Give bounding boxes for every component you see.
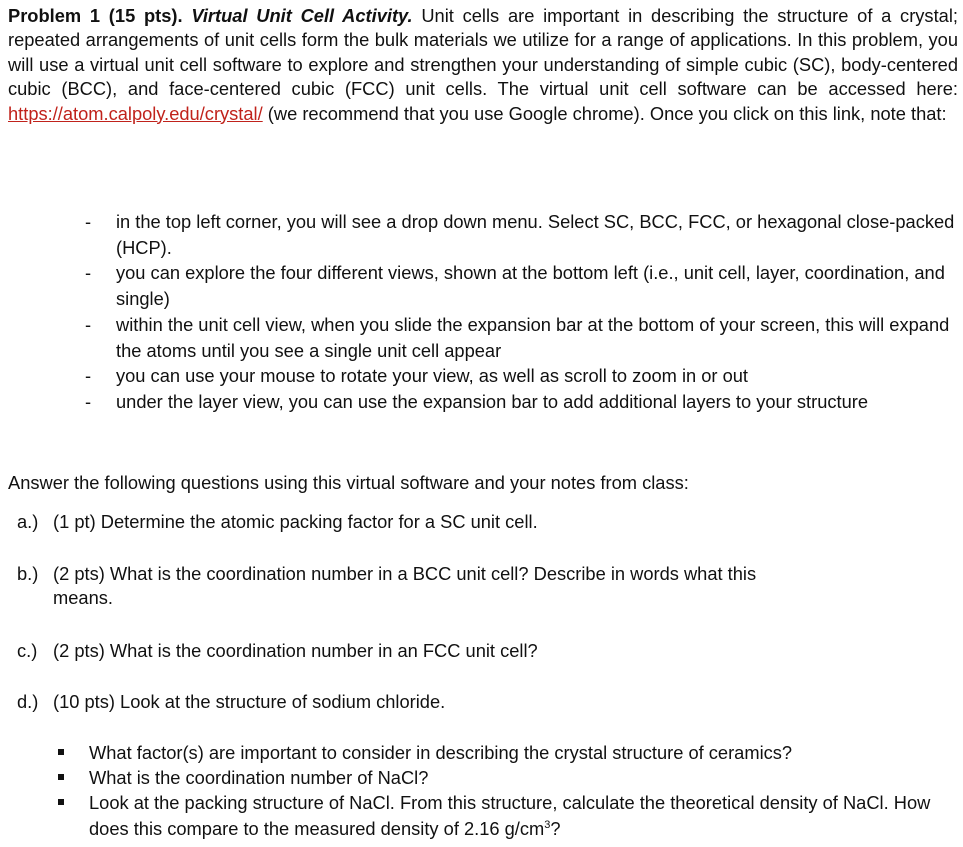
question-text: (10 pts) Look at the structure of sodium chloride.	[53, 691, 446, 712]
dash-marker: -	[85, 313, 92, 335]
question-d	[17, 690, 947, 714]
question-label: b.)	[17, 563, 39, 584]
question-label: a.)	[17, 511, 39, 532]
question-b	[17, 562, 947, 611]
dash-marker: -	[85, 262, 92, 284]
bullet-marker	[58, 774, 64, 780]
list-item	[8, 363, 958, 389]
dash-marker: -	[85, 390, 92, 412]
list-item	[8, 312, 958, 363]
question-mark: ?	[550, 817, 561, 839]
question-a	[17, 510, 947, 534]
list-item	[8, 209, 958, 260]
intro-text-2: (we recommend that you use Google chrome). Once you click on this link, note that:	[267, 102, 947, 124]
list-item	[50, 740, 950, 765]
question-c	[17, 639, 947, 663]
note-text: under the layer view, you can use the expansion bar to add additional layers to your structure	[116, 390, 869, 412]
subquestion-text: Look at the packing structure of NaCl. From this structure, calculate the theoretical density of NaCl. How does this compare to the measured density of 2.16 g/cm	[89, 792, 931, 839]
question-label: c.)	[17, 640, 38, 661]
problem-title: Virtual Unit Cell Activity.	[191, 5, 413, 26]
note-text: you can explore the four different views, shown at the bottom left (i.e., unit cell, layer, coordination, and single)	[116, 262, 945, 310]
question-text: (1 pt) Determine the atomic packing factor for a SC unit cell.	[53, 511, 538, 532]
question-text: (2 pts) What is the coordination number in an FCC unit cell?	[53, 640, 538, 661]
intro-text: Unit cells are important in describing the structure of a crystal; repeated arrangements of unit cells form the bulk materials we utilize for a range of applications. In this problem, you will use a virtual unit cell software to explore and strengthen your understanding of simple cubic (SC), body-centered cubic (BCC), and face-centered cubic (FCC) unit cells. The virtual unit cell software can be accessed here:	[8, 5, 958, 100]
nacl-subquestions	[50, 740, 950, 841]
subquestion-text: What factor(s) are important to consider in describing the crystal structure of ceramics?	[89, 742, 793, 763]
note-text: within the unit cell view, when you slide the expansion bar at the bottom of your screen, this will expand the atoms until you see a single unit cell appear	[116, 313, 950, 361]
notes-list	[8, 209, 958, 415]
software-link[interactable]: https://atom.calpoly.edu/crystal/	[8, 102, 263, 124]
question-label: d.)	[17, 691, 39, 712]
note-text: you can use your mouse to rotate your view, as well as scroll to zoom in or out	[116, 365, 749, 387]
bullet-marker	[58, 749, 64, 755]
dash-marker: -	[85, 211, 92, 232]
list-item	[8, 389, 958, 415]
bullet-marker	[58, 799, 64, 805]
list-item	[50, 790, 950, 840]
question-text-cont: means.	[53, 587, 113, 609]
note-text: in the top left corner, you will see a drop down menu. Select SC, BCC, FCC, or hexagonal close-packed (HCP).	[116, 211, 955, 258]
problem-heading: Problem 1 (15 pts).	[8, 5, 183, 26]
list-item	[8, 260, 958, 311]
dash-marker: -	[85, 365, 92, 387]
exponent: 3	[544, 818, 551, 831]
subquestion-text: What is the coordination number of NaCl?	[89, 767, 429, 789]
list-item	[50, 765, 950, 790]
problem-intro	[8, 4, 958, 126]
instruction: Answer the following questions using this virtual software and your notes from class:	[8, 472, 689, 493]
question-text: (2 pts) What is the coordination number in a BCC unit cell? Describe in words what this	[53, 563, 757, 584]
